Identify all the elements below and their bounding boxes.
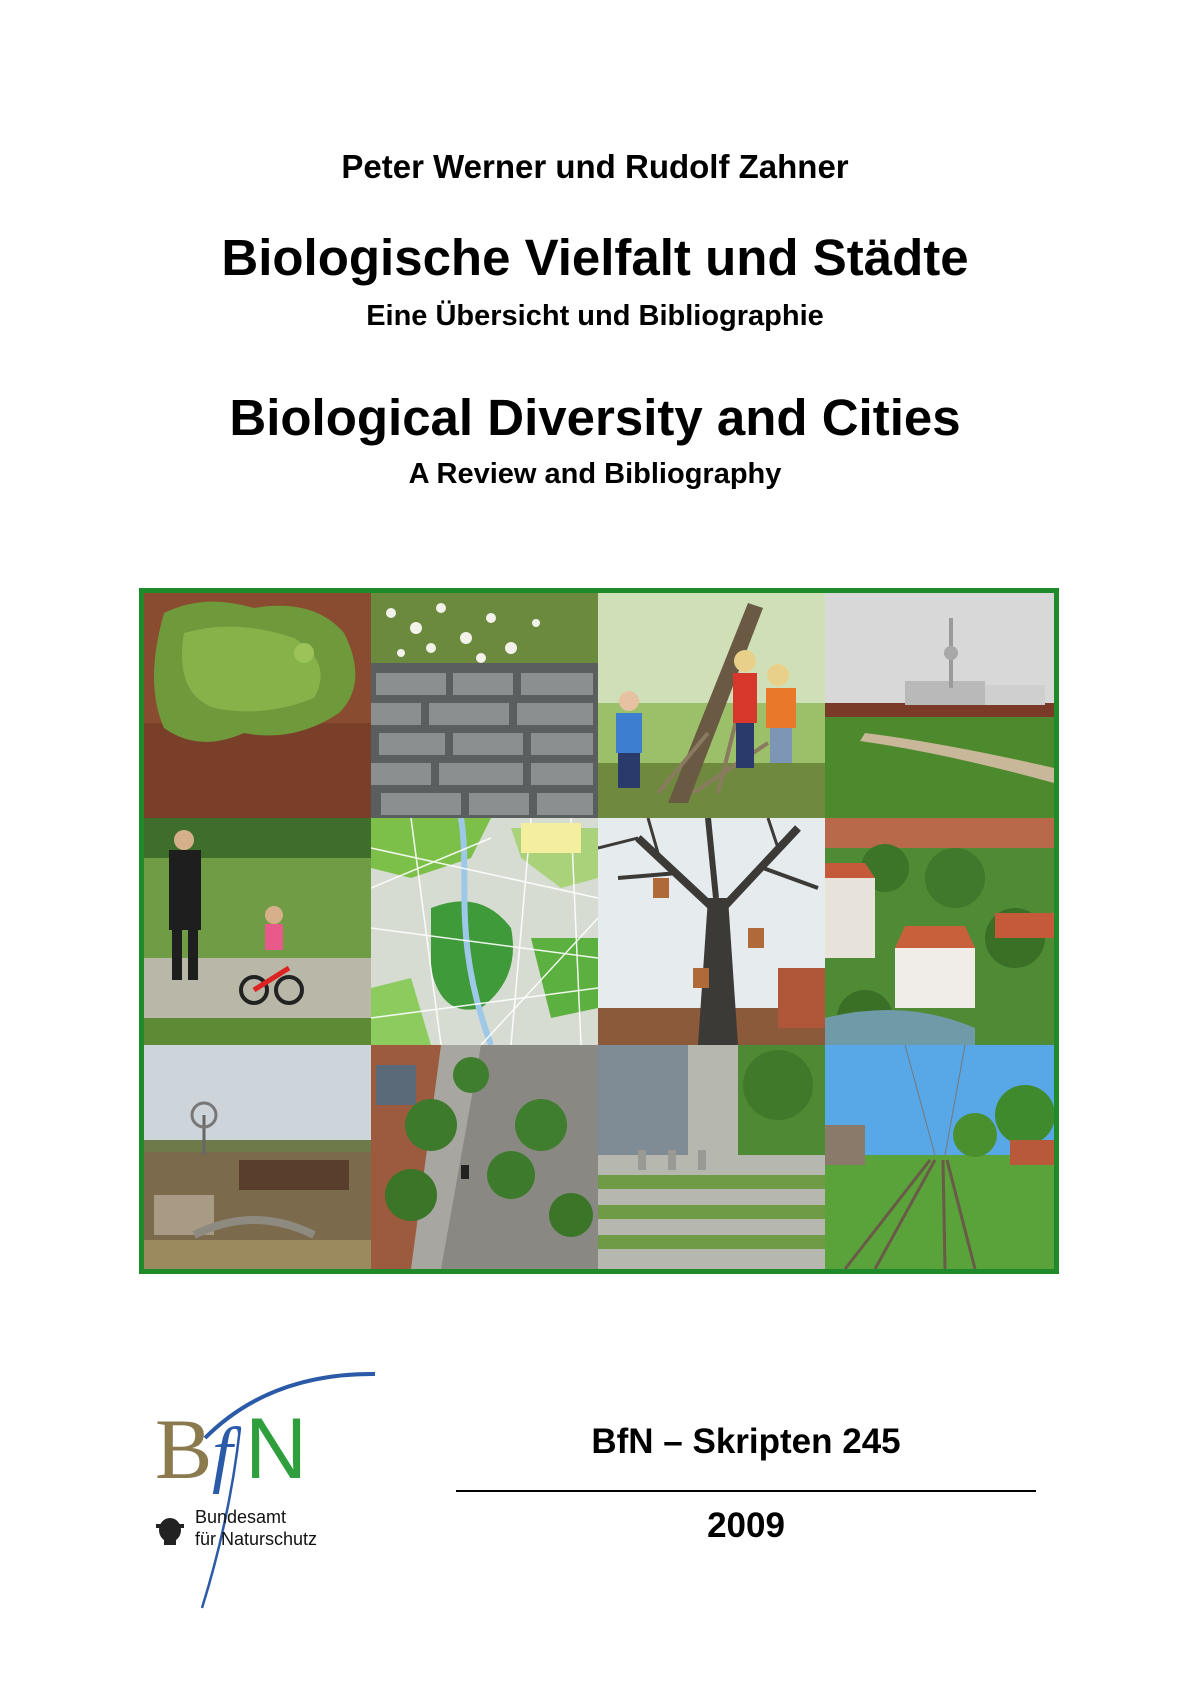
photo-flowers-on-wall (371, 593, 598, 818)
photo-aerial-town (825, 818, 1054, 1045)
authors: Peter Werner und Rudolf Zahner (341, 148, 849, 185)
logo-letter-n: N (245, 1401, 308, 1497)
bfn-logo (150, 1368, 390, 1618)
photo-industrial-site (144, 1045, 371, 1269)
photo-moss-on-metal (144, 593, 371, 818)
photo-tree-birdhouses (598, 818, 825, 1045)
federal-eagle-icon (156, 1518, 184, 1545)
cover-photo-grid (139, 588, 1059, 1274)
photo-green-terrace (598, 1045, 825, 1269)
publication-year: 2009 (707, 1506, 785, 1545)
photo-tv-tower-park (825, 593, 1054, 818)
subtitle-english: A Review and Bibliography (408, 458, 782, 490)
logo-letter-f: f (212, 1413, 233, 1495)
photo-aerial-square (371, 1045, 598, 1269)
title-english: Biological Diversity and Cities (229, 389, 961, 446)
photo-children-playing (598, 593, 825, 818)
title-german: Biologische Vielfalt und Städte (221, 229, 969, 286)
subtitle-german: Eine Übersicht und Bibliographie (366, 300, 824, 332)
logo-letter-b: B (155, 1401, 213, 1497)
logo-org-line2: für Naturschutz (195, 1529, 318, 1549)
photo-woman-child-bike (144, 818, 371, 1045)
logo-org-line1: Bundesamt (195, 1507, 287, 1527)
series-divider (456, 1490, 1036, 1492)
photo-grass-tram-track (825, 1045, 1054, 1269)
photo-green-space-map (371, 818, 598, 1045)
series-number: BfN – Skripten 245 (591, 1422, 901, 1461)
